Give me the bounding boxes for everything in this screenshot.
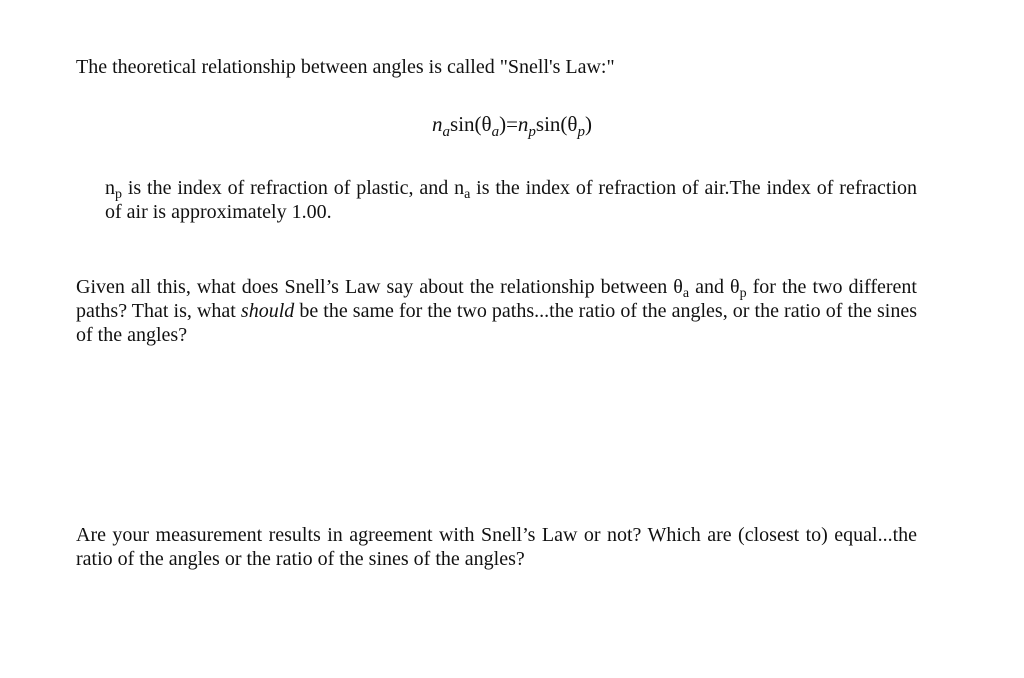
formula-close-paren: ) (584, 112, 592, 136)
formula-n-air: n (432, 112, 443, 136)
indices-text-2: is the index of refraction of air.The index of refraction of air is approximately 1.00. (105, 177, 918, 223)
question-text-1: Given all this, what does Snell’s Law say about the relationship between θ (76, 276, 683, 298)
question-text-3: for the two different paths? That is, what (76, 276, 917, 322)
formula-n-plastic: n (517, 112, 529, 136)
formula-equals: )= (499, 112, 518, 136)
intro-text: The theoretical relationship between angles is called "Snell's Law:" (76, 56, 615, 78)
indices-text-1: is the index of refraction of plastic, and (122, 177, 455, 199)
indices-paragraph (105, 176, 917, 224)
formula-theta-sub-a: a (491, 124, 500, 140)
indices-n-plastic: n (105, 177, 115, 199)
question-text-2: and θ (689, 276, 740, 298)
question-sub-p: p (739, 286, 747, 301)
formula-sin-air: sin(θ (450, 112, 492, 136)
results-paragraph: Are your measurement results in agreement with Snell’s Law or not? Which are (closest to) equal...the ratio of the angles or the ratio of the sines of the angles? (76, 524, 917, 570)
snells-law-formula (0, 112, 1024, 140)
formula-sin-plastic: sin(θ (535, 112, 578, 136)
question-emphasis: should (240, 300, 295, 322)
formula-sub-p: p (528, 124, 536, 140)
formula-sub-a: a (442, 124, 451, 140)
indices-sub-p: p (115, 187, 122, 202)
question-text-4: be the same for the two paths...the ratio of the angles, or the ratio of the sines of the angles? (76, 300, 917, 346)
indices-sub-a: a (464, 187, 471, 202)
question-paragraph (76, 275, 917, 347)
formula-theta-sub-p: p (577, 124, 585, 140)
indices-n-air: n (454, 177, 465, 199)
question-sub-a: a (682, 286, 690, 301)
